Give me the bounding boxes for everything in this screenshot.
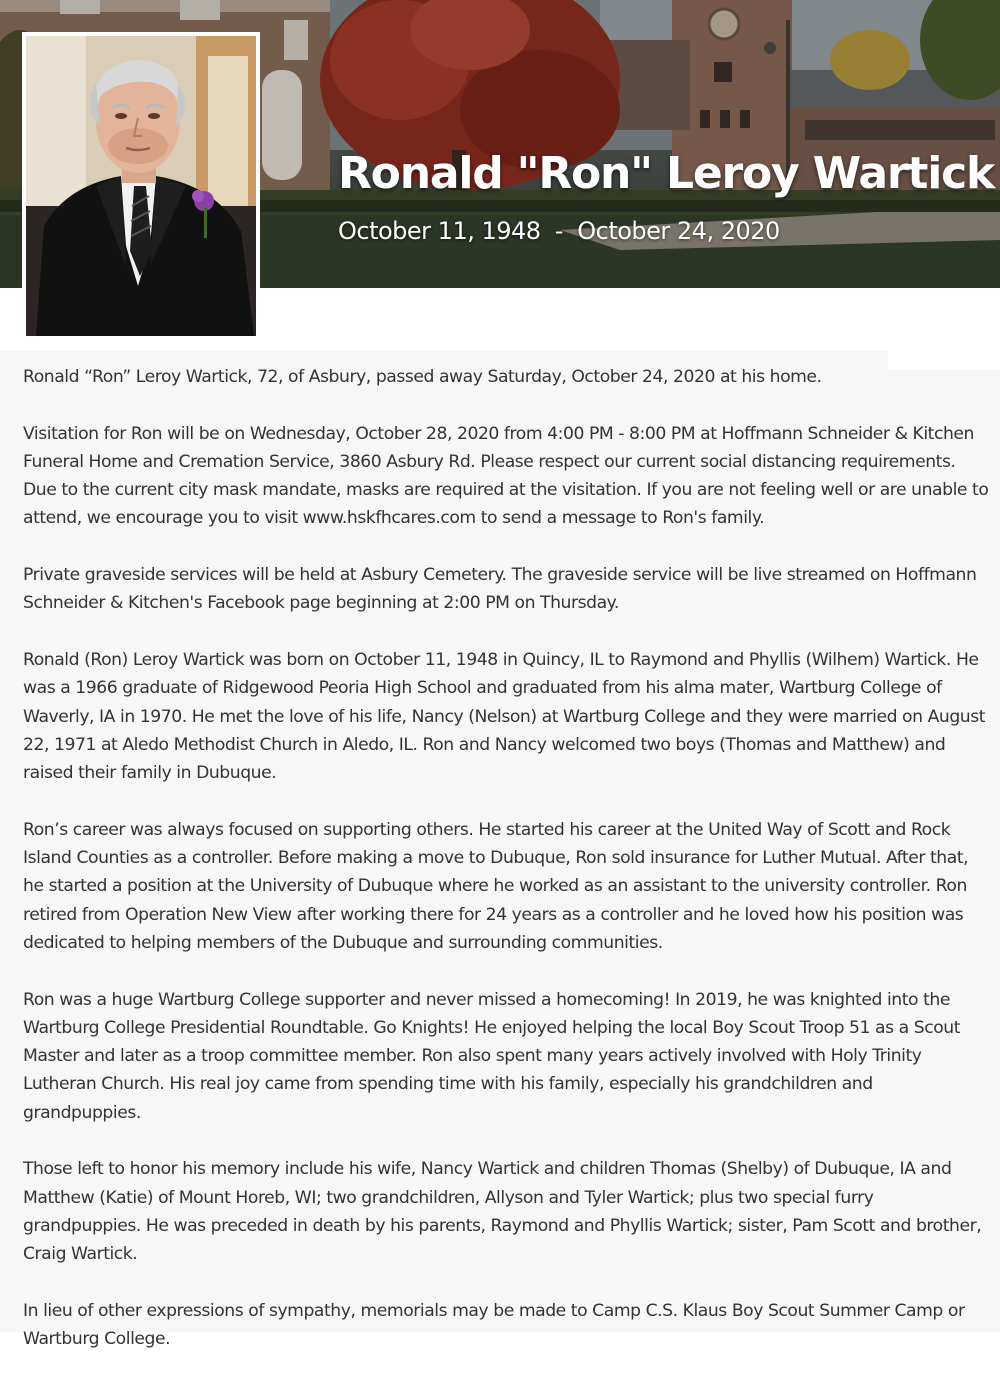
obituary-paragraph: Visitation for Ron will be on Wednesday, October 28, 2020 from 4:00 PM - 8:00 PM at Hoffmann Schneider & Kitchen Funeral Home and Cremation Service, 3860 Asbury Rd. Please respect our current social distancing requirements. Due to the current city mask mandate, masks are required at the visitation. If you are not feeling well or are unable to attend, we encourage you to visit www.hskfhcares.com to send a message to Ron's family. bbox=[23, 423, 989, 529]
obituary-paragraph: Those left to honor his memory include his wife, Nancy Wartick and children Thomas (Shelby) of Dubuque, IA and Matthew (Katie) of Mount Horeb, WI; two grandchildren, Allyson and Tyler Wartick; plus two special furry grandpuppies. He was preceded in death by his parents, Raymond and Phyllis Wartick; sister, Pam Scott and brother, Craig Wartick. bbox=[23, 1159, 982, 1265]
portrait-image bbox=[26, 36, 256, 336]
life-dates: October 11, 1948 - October 24, 2020 bbox=[338, 217, 780, 245]
obituary-paragraph: Ronald “Ron” Leroy Wartick, 72, of Asbury, passed away Saturday, October 24, 2020 at his home. bbox=[23, 367, 822, 387]
portrait-photo bbox=[22, 32, 260, 340]
deceased-name: Ronald "Ron" Leroy Wartick bbox=[338, 148, 995, 199]
obituary-text bbox=[23, 363, 991, 1382]
obituary-paragraph: Ron was a huge Wartburg College supporter and never missed a homecoming! In 2019, he was knighted into the Wartburg College Presidential Roundtable. Go Knights! He enjoyed helping the local Boy Scout Troop 51 as a Scout Master and later as a troop committee member. Ron also spent many years actively involved with Holy Trinity Lutheran Church. His real joy came from spending time with his family, especially his grandchildren and grandpuppies. bbox=[23, 989, 960, 1123]
obituary-paragraph: Ron’s career was always focused on supporting others. He started his career at the United Way of Scott and Rock Island Counties as a controller. Before making a move to Dubuque, Ron sold insurance for Luther Mutual. After that, he started a position at the University of Dubuque where he worked as an assistant to the university controller. Ron retired from Operation New View after working there for 24 years as a controller and he loved how his position was dedicated to helping members of the Dubuque and surrounding communities. bbox=[23, 819, 969, 953]
obituary-paragraph: Private graveside services will be held at Asbury Cemetery. The graveside service will be live streamed on Hoffmann Schneider & Kitchen's Facebook page beginning at 2:00 PM on Thursday. bbox=[23, 565, 977, 614]
obituary-paragraph: Ronald (Ron) Leroy Wartick was born on October 11, 1948 in Quincy, IL to Raymond and Phyllis (Wilhem) Wartick. He was a 1966 graduate of Ridgewood Peoria High School and graduated from his alma mater, Wartburg College of Waverly, IA in 1970. He met the love of his life, Nancy (Nelson) at Wartburg College and they were married on August 22, 1971 at Aledo Methodist Church in Aledo, IL. Ron and Nancy welcomed two boys (Thomas and Matthew) and raised their family in Dubuque. bbox=[23, 649, 986, 784]
obituary-paragraph: In lieu of other expressions of sympathy, memorials may be made to Camp C.S. Klaus Boy Scout Summer Camp or Wartburg College. bbox=[23, 1300, 965, 1350]
